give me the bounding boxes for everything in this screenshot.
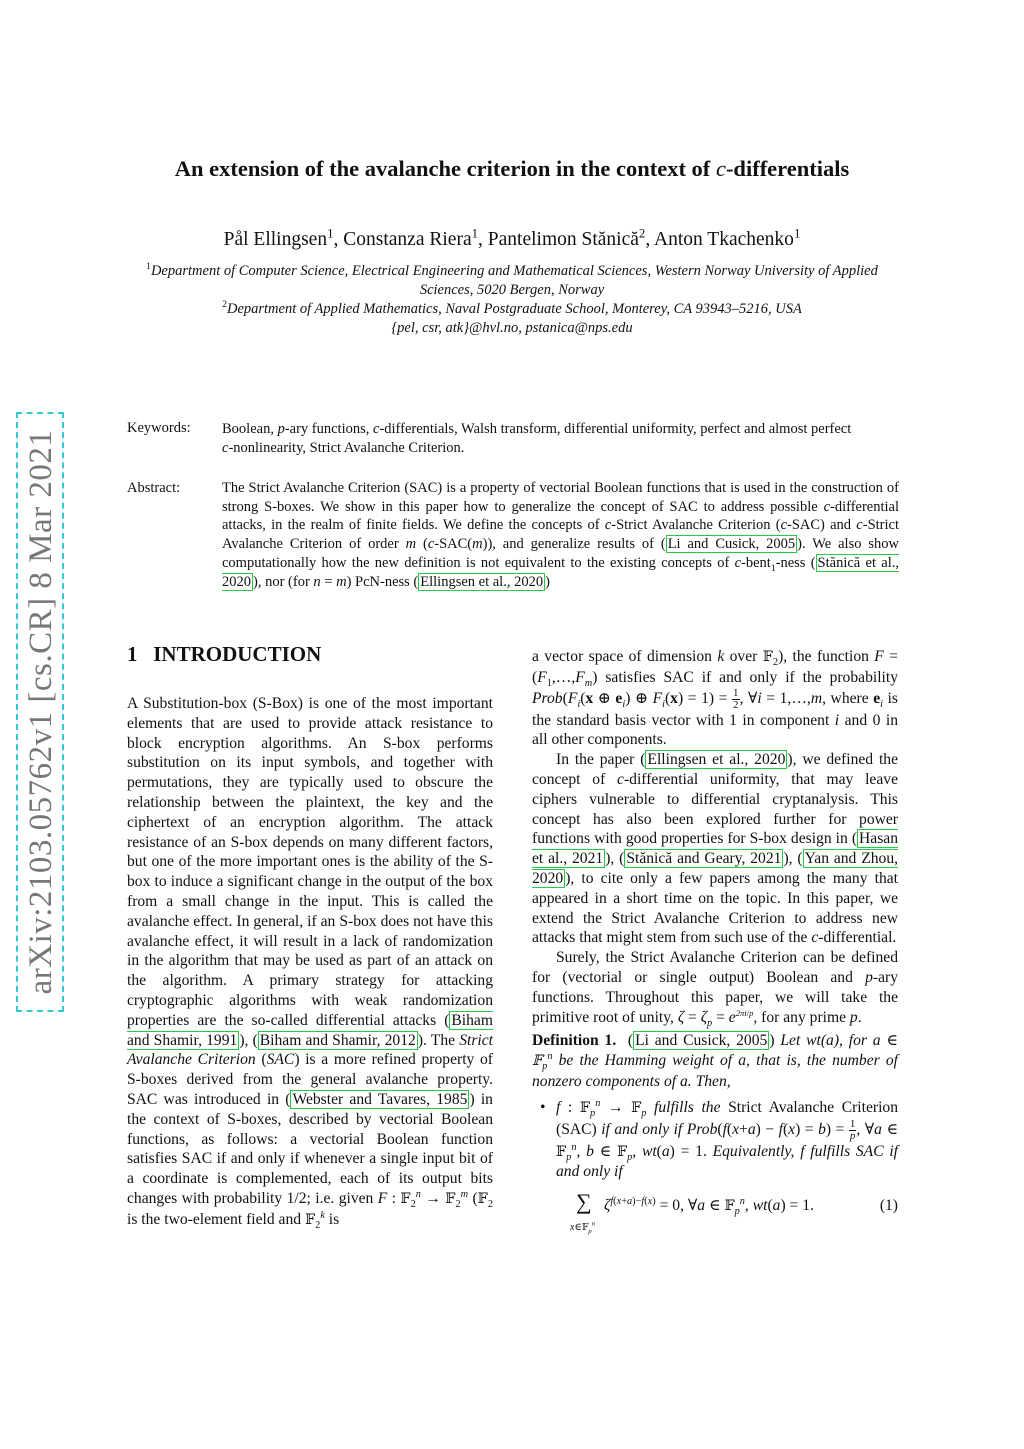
left-column xyxy=(127,694,493,1231)
author-list: Pål Ellingsen$^1$, Constanza Riera$^1$, Pantelimon Stănică$^2$, Anton Tkachenko$^1$ xyxy=(223,226,801,250)
citation-link[interactable]: Ellingsen et al., 2020 xyxy=(420,573,544,590)
citation-link[interactable]: Webster and Tavares, 1985 xyxy=(292,1090,468,1108)
citation-link[interactable]: Stănică et al., 2020 xyxy=(222,554,899,590)
affiliation-1: $^1$Department of Computer Science, Electrical Engineering and Mathematical Sciences, Western Norway University of Applied Sciences, 5020 Bergen, Norway xyxy=(146,261,878,298)
definition-bullet: • f : 𝔽$_p^n$ → 𝔽$_p$ fulfills the Strict Avalanche Criterion (SAC) if and only if Prob(f(x+a) − f(x) = b) = $\frac{1}{p}$ , ∀a ∈ 𝔽$_p^n$, b ∈ 𝔽$_p$, wt(a) = 1. Equivalently, f fulfills SAC if and only if ∑ x∈𝔽$_p^n$ $\zeta^{f(x+a)-f(x)} = 0$, ∀a ∈ 𝔽$_p^n$, wt(a) = 1. (1) xyxy=(540,1097,899,1236)
abstract-label: Abstract: xyxy=(127,480,181,496)
paragraph: In the paper ( Ellingsen et al., 2020 ), we defined the concept of c-differential uniformity, that may leave ciphers vulnerable to differential cryptanalysis. This concept has also been explored further for power functions with good properties for S-box design in ( Hasan et al., 2021 ), ( Stănică and Geary, 2021 ), ( Yan and Zhou, 2020 ), to cite only a few papers among the many that appeared in a short time on the topic. In this paper, we extend the Strict Avalanche Criterion to address new attacks that might stem from such use of the c-differential. xyxy=(532,751,899,947)
affiliation-2: $^2$Department of Applied Mathematics, Naval Postgraduate School, Monterey, CA 93943–5216, USA xyxy=(222,299,802,317)
author-emails[interactable]: {pel, csr, atk}@hvl.no, pstanica@nps.edu xyxy=(391,320,633,336)
keywords-label: Keywords: xyxy=(127,420,191,436)
author: Pål Ellingsen xyxy=(223,229,328,250)
right-column xyxy=(532,647,898,1236)
author: Constanza Riera xyxy=(343,229,472,250)
author: Pantelimon Stănică xyxy=(487,229,639,250)
equation-number: (1) xyxy=(879,1197,898,1215)
section-heading: 1 INTRODUCTION xyxy=(127,642,322,666)
citation-link[interactable]: Stănică and Geary, 2021 xyxy=(626,850,782,868)
citation-link[interactable]: Hasan et al., 2021 xyxy=(532,830,898,868)
keywords-text: Boolean, p-ary functions, c-differentials, Walsh transform, differential uniformity, perfect and almost perfect c-nonlinearity, Strict Avalanche Criterion. xyxy=(222,421,852,456)
citation-link[interactable]: Li and Cusick, 2005 xyxy=(635,1032,768,1050)
author: Anton Tkachenko xyxy=(654,229,794,250)
intro-paragraph: A Substitution-box (S-Box) is one of the most important elements that are used to provide attack resistance to block encryption algorithms. An S-box performs substitution on its input symbols, and together with permutations, they are typically used to obscure the relationship between the plaintext, the key and the ciphertext of an encryption algorithm. The attack resistance of an S-box depends on many different factors, but one of the more important ones is the ability of the S-box to induce a significant change in the output of the box from a small change in the input. This is called the avalanche effect. In general, if an S-box does not have this avalanche effect, it will result in a lack of randomization in the algorithm that may be used as part of an attack on the algorithm. A primary strategy for attacking cryptographic algorithms with weak randomization properties are the so-called differential attacks ( Biham and Shamir, 1991 ), ( Biham and Shamir, 2012 ). The Strict Avalanche Criterion (SAC) is a more refined property of S-boxes derived from the general avalanche property. SAC was introduced in ( Webster and Tavares, 1985 ) in the context of S-boxes, described by vectorial Boolean functions, as follows: a vectorial Boolean function satisfies SAC if and only if whenever a single input bit of a coordinate is complemented, each of its output bits changes with probability 1/2; i.e. given F : 𝔽$_2^n$ → 𝔽$_2^m$ (𝔽$_2$ is the two-element field and 𝔽$_2^k$ is xyxy=(127,695,494,1231)
arxiv-stamp: arXiv:2103.05762v1 [cs.CR] 8 Mar 2021 xyxy=(16,412,64,1012)
definition-1: Definition 1. ( Li and Cusick, 2005 ) Let wt(a), for a ∈ 𝔽$_p^n$ be the Hamming weight of a, that is, the number of nonzero components of a. Then, xyxy=(532,1032,898,1090)
citation-link[interactable]: Biham and Shamir, 1991 xyxy=(127,1011,493,1049)
paragraph: Surely, the Strict Avalanche Criterion can be defined for (vectorial or single output) Boolean and p-ary functions. Throughout this paper, we will take the primitive root of unity, $\zeta = \zeta_p = e^{2\pi i/p}$, for any prime p. xyxy=(532,949,898,1029)
citation-link[interactable]: Biham and Shamir, 2012 xyxy=(259,1031,416,1049)
citation-link[interactable]: Yan and Zhou, 2020 xyxy=(532,850,899,887)
paper-title: An extension of the avalanche criterion in the context of c-differentials xyxy=(174,156,850,181)
intro-paragraph-cont: a vector space of dimension k over 𝔽$_2$), the function $F = (F_1,\dots,F_m)$ satisfies SAC if and only if the probability $Prob(F_i(x$ ⊕ $e_i$) ⊕ $F_i(x) = 1$) = $\frac{1}{2}$ , ∀i = 1,…,m, where $e_i$ is the standard basis vector with 1 in component i and 0 in all other components. xyxy=(532,648,898,749)
equation-1: ∑ x∈𝔽$_p^n$ $\zeta^{f(x+a)-f(x)} = 0$, ∀a ∈ 𝔽$_p^n$, wt(a) = 1. (1) xyxy=(570,1189,898,1236)
citation-link[interactable]: Li and Cusick, 2005 xyxy=(667,536,796,553)
citation-link[interactable]: Ellingsen et al., 2020 xyxy=(647,751,786,769)
abstract-text: The Strict Avalanche Criterion (SAC) is a property of vectorial Boolean functions that is used in the construction of strong S-boxes. We show in this paper how to generalize the concept of SAC to address possible c-differential attacks, in the realm of finite fields. We define the concepts of c-Strict Avalanche Criterion (c-SAC) and c-Strict Avalanche Criterion of order m (c-SAC(m)), and generalize results of ( Li and Cusick, 2005 ). We also show computationally how the new definition is not equivalent to the existing concepts of c-bent$_1$-ness ( Stănică et al., 2020 ), nor (for n = m) PcN-ness ( Ellingsen et al., 2020 ) xyxy=(222,480,899,590)
